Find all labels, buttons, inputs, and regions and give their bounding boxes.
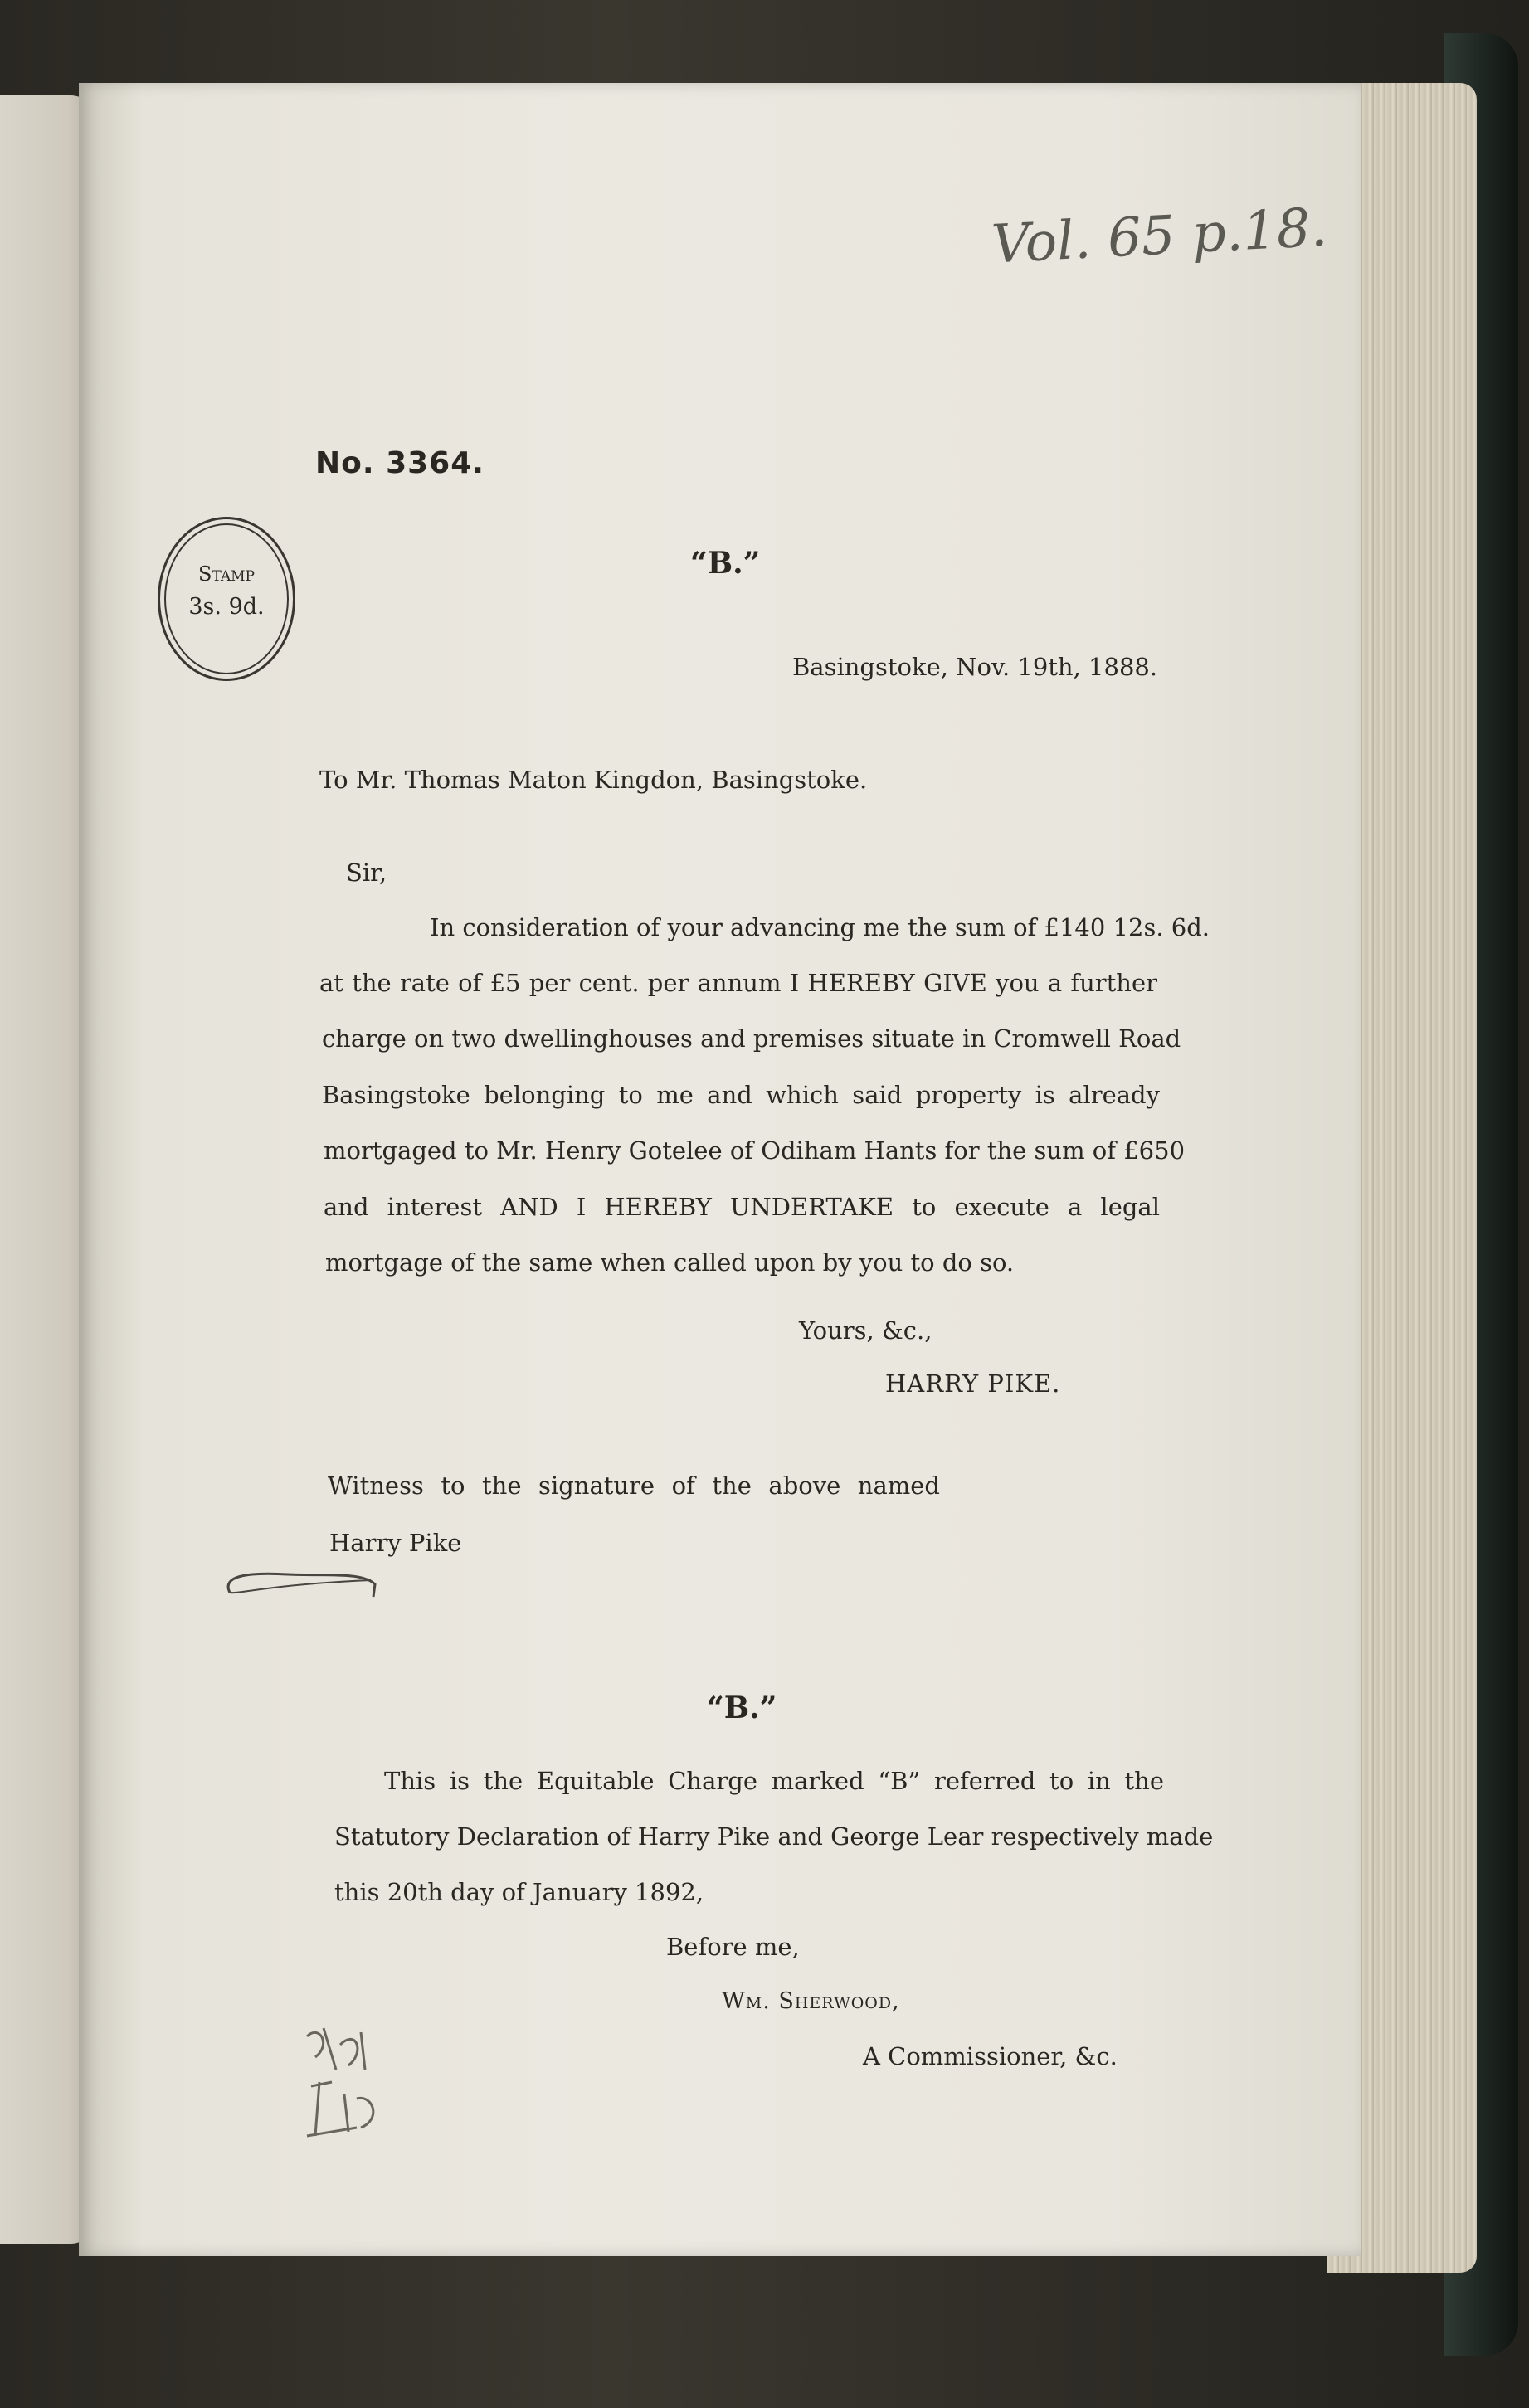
document-page — [79, 83, 1361, 2256]
date-line: Basingstoke, Nov. 19th, 1888. — [792, 653, 1158, 681]
address-line: To Mr. Thomas Maton Kingdon, Basingstoke. — [319, 766, 868, 794]
handwritten-volume-reference: Vol. 65 p.18. — [990, 197, 1329, 276]
witness-name: Harry Pike — [329, 1529, 462, 1557]
body-line: Basingstoke belonging to me and which said property is already — [322, 1081, 1160, 1109]
body-line: In consideration of your advancing me the sum of £140 12s. 6d. — [430, 913, 1210, 941]
body-line: mortgaged to Mr. Henry Gotelee of Odiham Hants for the sum of £650 — [324, 1136, 1186, 1165]
stamp-label: Stamp — [198, 562, 255, 586]
closing: Yours, &c., — [799, 1316, 932, 1345]
witness-line: Witness to the signature of the above named — [328, 1472, 940, 1500]
stamp-seal — [158, 517, 295, 681]
certification-line: this 20th day of January 1892, — [334, 1878, 704, 1906]
stamp-amount: 3s. 9d. — [188, 594, 265, 620]
certification-line: Statutory Declaration of Harry Pike and George Lear respectively made — [334, 1822, 1214, 1851]
pencil-initials-mark — [299, 2020, 415, 2161]
body-line: and interest AND I HEREBY UNDERTAKE to execute a legal — [324, 1193, 1160, 1221]
certification-line: This is the Equitable Charge marked “B” referred to in the — [384, 1767, 1164, 1795]
before-me: Before me, — [666, 1933, 800, 1961]
signature-name: HARRY PIKE. — [885, 1369, 1061, 1398]
exhibit-marker-bottom: “B.” — [707, 1690, 777, 1725]
ink-brace-mark — [222, 1559, 387, 1609]
commissioner-title: A Commissioner, &c. — [863, 2042, 1118, 2070]
commissioner-name: Wm. Sherwood, — [722, 1988, 900, 2014]
body-line: charge on two dwellinghouses and premises situate in Cromwell Road — [322, 1024, 1181, 1053]
body-line: at the rate of £5 per cent. per annum I HEREBY GIVE you a further — [319, 969, 1157, 997]
body-line: mortgage of the same when called upon by you to do so. — [325, 1248, 1015, 1277]
document-number: No. 3364. — [315, 446, 485, 480]
exhibit-marker-top: “B.” — [690, 546, 761, 581]
salutation: Sir, — [346, 859, 387, 887]
